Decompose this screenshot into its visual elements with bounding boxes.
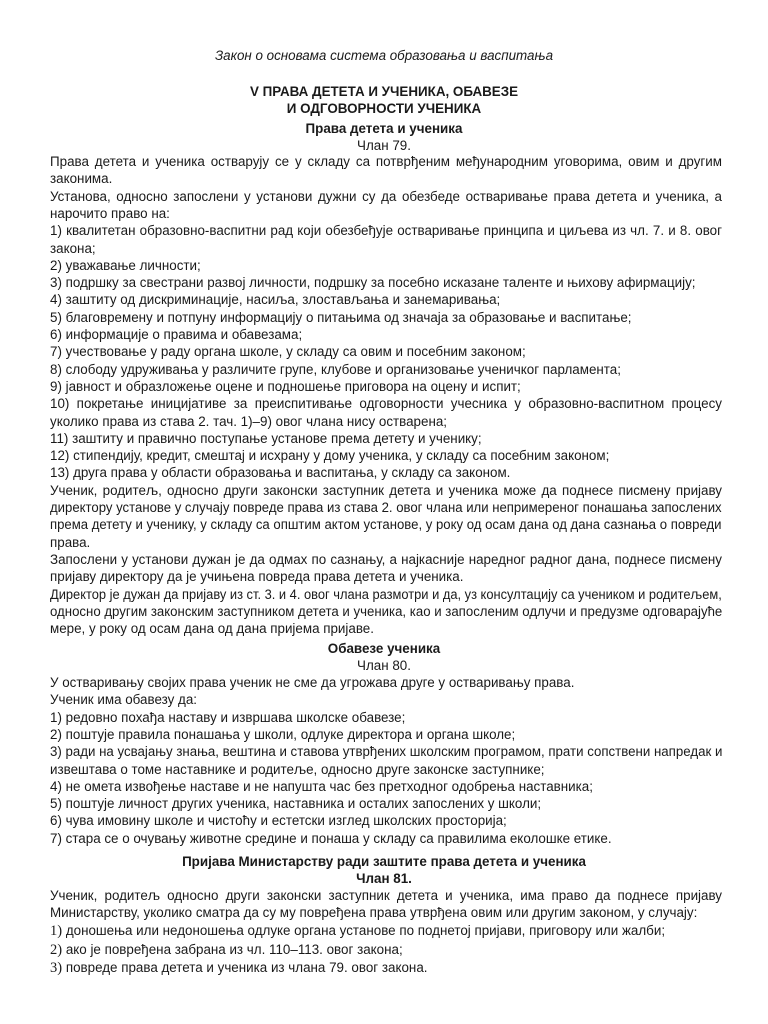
- text-line: извештава о томе наставнике и родитеље, односно друге законске заступнике;: [50, 761, 545, 777]
- list-item-text: повреде права детета и ученика из члана 79. овог закона.: [62, 960, 428, 975]
- text-line: мере, у року од осам дана од дана пријема пријаве.: [50, 621, 374, 637]
- list-item: [50, 959, 722, 977]
- text-line: законима.: [50, 171, 113, 187]
- text-line: 6) чува имовину школе и чистоћу и естетски изглед школских просторија;: [50, 813, 507, 829]
- text-line: односно другим законским заступником детета и ученика, као и запосленим одлучи и предузме одговарајуће: [50, 603, 723, 619]
- section-heading-obligations: Обавезе ученика: [327, 641, 441, 656]
- text-line: Директор је дужан да пријаву из ст. 3. и 4. овог члана размотри и да, уз консултацију са учеником и родитељем,: [50, 586, 722, 602]
- text-line: 4) заштиту од дискриминације, насиља, злостављања и занемаривања;: [50, 292, 501, 308]
- document-header: Закон о основама система образовања и васпитања: [214, 48, 554, 63]
- text-line: Установа, односно запослени у установи дужни су да обезбеде остваривање права детета и ученика, а: [50, 188, 722, 204]
- article-80-number: Члан 80.: [357, 658, 411, 673]
- text-line: Ученик има обавезу да:: [50, 692, 197, 708]
- text-line: 3) подршку за свестрани развој личности, подршку за посебно исказане таленте и њихову афирмацију;: [50, 275, 696, 291]
- text-line: 3) ради на усвајању знања, вештина и ставова утврђених школским програмом, прати сопствени напредак и: [50, 744, 723, 760]
- text-line: Министарству, уколико сматра да су му повређена права утврђена овим или другим законом, у случају:: [50, 905, 698, 921]
- text-line: 5) благовремену и потпуну информацију о питањима од значаја за образовање и васпитање;: [50, 309, 632, 325]
- text-line: пријаву директору да је учињена повреда права детета и ученика.: [50, 569, 464, 585]
- text-line: Ученик, родитељ, односно други законски заступник детета и ученика може да поднесе писмену пријаву: [50, 482, 722, 498]
- list-item: [50, 941, 722, 959]
- text-line: нарочито право на:: [50, 205, 170, 221]
- text-line: права.: [50, 534, 91, 550]
- list-item-number: 1): [50, 923, 63, 939]
- text-line: Ученик, родитељ односно други законски заступник детета и ученика, има право да поднесе пријаву: [50, 888, 722, 903]
- text-line: 13) друга права у области образовања и васпитања, у складу са законом.: [50, 465, 511, 481]
- section-heading-rights: Права детета и ученика: [305, 121, 463, 136]
- text-line: 4) не омета извођење наставе и не напушта час без претходног одобрења наставника;: [50, 778, 593, 794]
- text-line: 2) уважавање личности;: [50, 257, 201, 273]
- list-item-text: доношења или недоношења одлуке органа установе по поднетој пријави, приговору или жалби;: [62, 923, 666, 938]
- text-line: 9) јавност и образложење оцене и подношење приговора на оцену и испит;: [50, 378, 521, 394]
- text-line: уколико права из става 2. тач. 1)–9) овог члана нису остварена;: [50, 413, 448, 429]
- text-line: 5) поштује личност других ученика, наставника и осталих запослених у школи;: [50, 796, 542, 812]
- article-81-number: Члан 81.: [356, 871, 412, 886]
- article-79-number: Члан 79.: [357, 138, 411, 153]
- text-line: 1) редовно похађа наставу и извршава школске обавезе;: [50, 709, 406, 725]
- chapter-title-line-1: V ПРАВА ДЕТЕТА И УЧЕНИКА, ОБАВЕЗЕ: [249, 84, 519, 99]
- section-heading-ministry-report: Пријава Министарству ради заштите права детета и ученика: [182, 854, 586, 869]
- text-line: према детету и ученику, у складу са општим актом установе, у року од осам дана од дана сазнања о повреди: [50, 517, 722, 533]
- list-item-text: ако је повређена забрана из чл. 110–113. овог закона;: [62, 941, 403, 957]
- text-line: Права детета и ученика остварују се у складу са потврђеним међународним уговорима, овим и другим: [50, 154, 722, 169]
- text-line: 7) стара се о очувању животне средине и понаша у складу са правилима еколошке етике.: [50, 830, 612, 846]
- text-line: 10) покретање иницијативе за преиспитивање одговорности учесника у образовно-васпитном процесу: [50, 396, 722, 412]
- text-line: У остваривању својих права ученик не сме да угрожава друге у остваривању права.: [50, 675, 575, 690]
- text-line: 8) слободу удруживања у различите групе, клубове и организовање ученичког парламента;: [50, 361, 621, 377]
- text-line: 6) информације о правима и обавезама;: [50, 327, 303, 342]
- text-line: 1) квалитетан образовно-васпитни рад који обезбеђује остваривање принципа и циљева из чл. 7. и 8. овог: [50, 223, 722, 239]
- text-line: директору установе у случају повреде права из става 2. овог члана или непримереног понашања запослених: [50, 500, 722, 515]
- text-line: 11) заштиту и правично поступање установе према детету и ученику;: [50, 430, 482, 446]
- list-item-number: 2): [50, 941, 63, 958]
- text-line: Запослени у установи дужан је да одмах по сазнању, а најкасније наредног радног дана, поднесе писмену: [50, 551, 722, 567]
- text-line: закона;: [50, 240, 96, 256]
- list-item: [50, 922, 722, 940]
- text-line: 2) поштује правила понашања у школи, одлуке директора и органа школе;: [50, 726, 516, 742]
- text-line: 12) стипендију, кредит, смештај и исхрану у дому ученика, у складу са посебним законом;: [50, 448, 610, 464]
- chapter-title-line-2: И ОДГОВОРНОСТИ УЧЕНИКА: [286, 101, 482, 116]
- list-item-number: 3): [50, 960, 63, 976]
- text-line: 7) учествовање у раду органа школе, у складу са овим и посебним законом;: [50, 344, 526, 360]
